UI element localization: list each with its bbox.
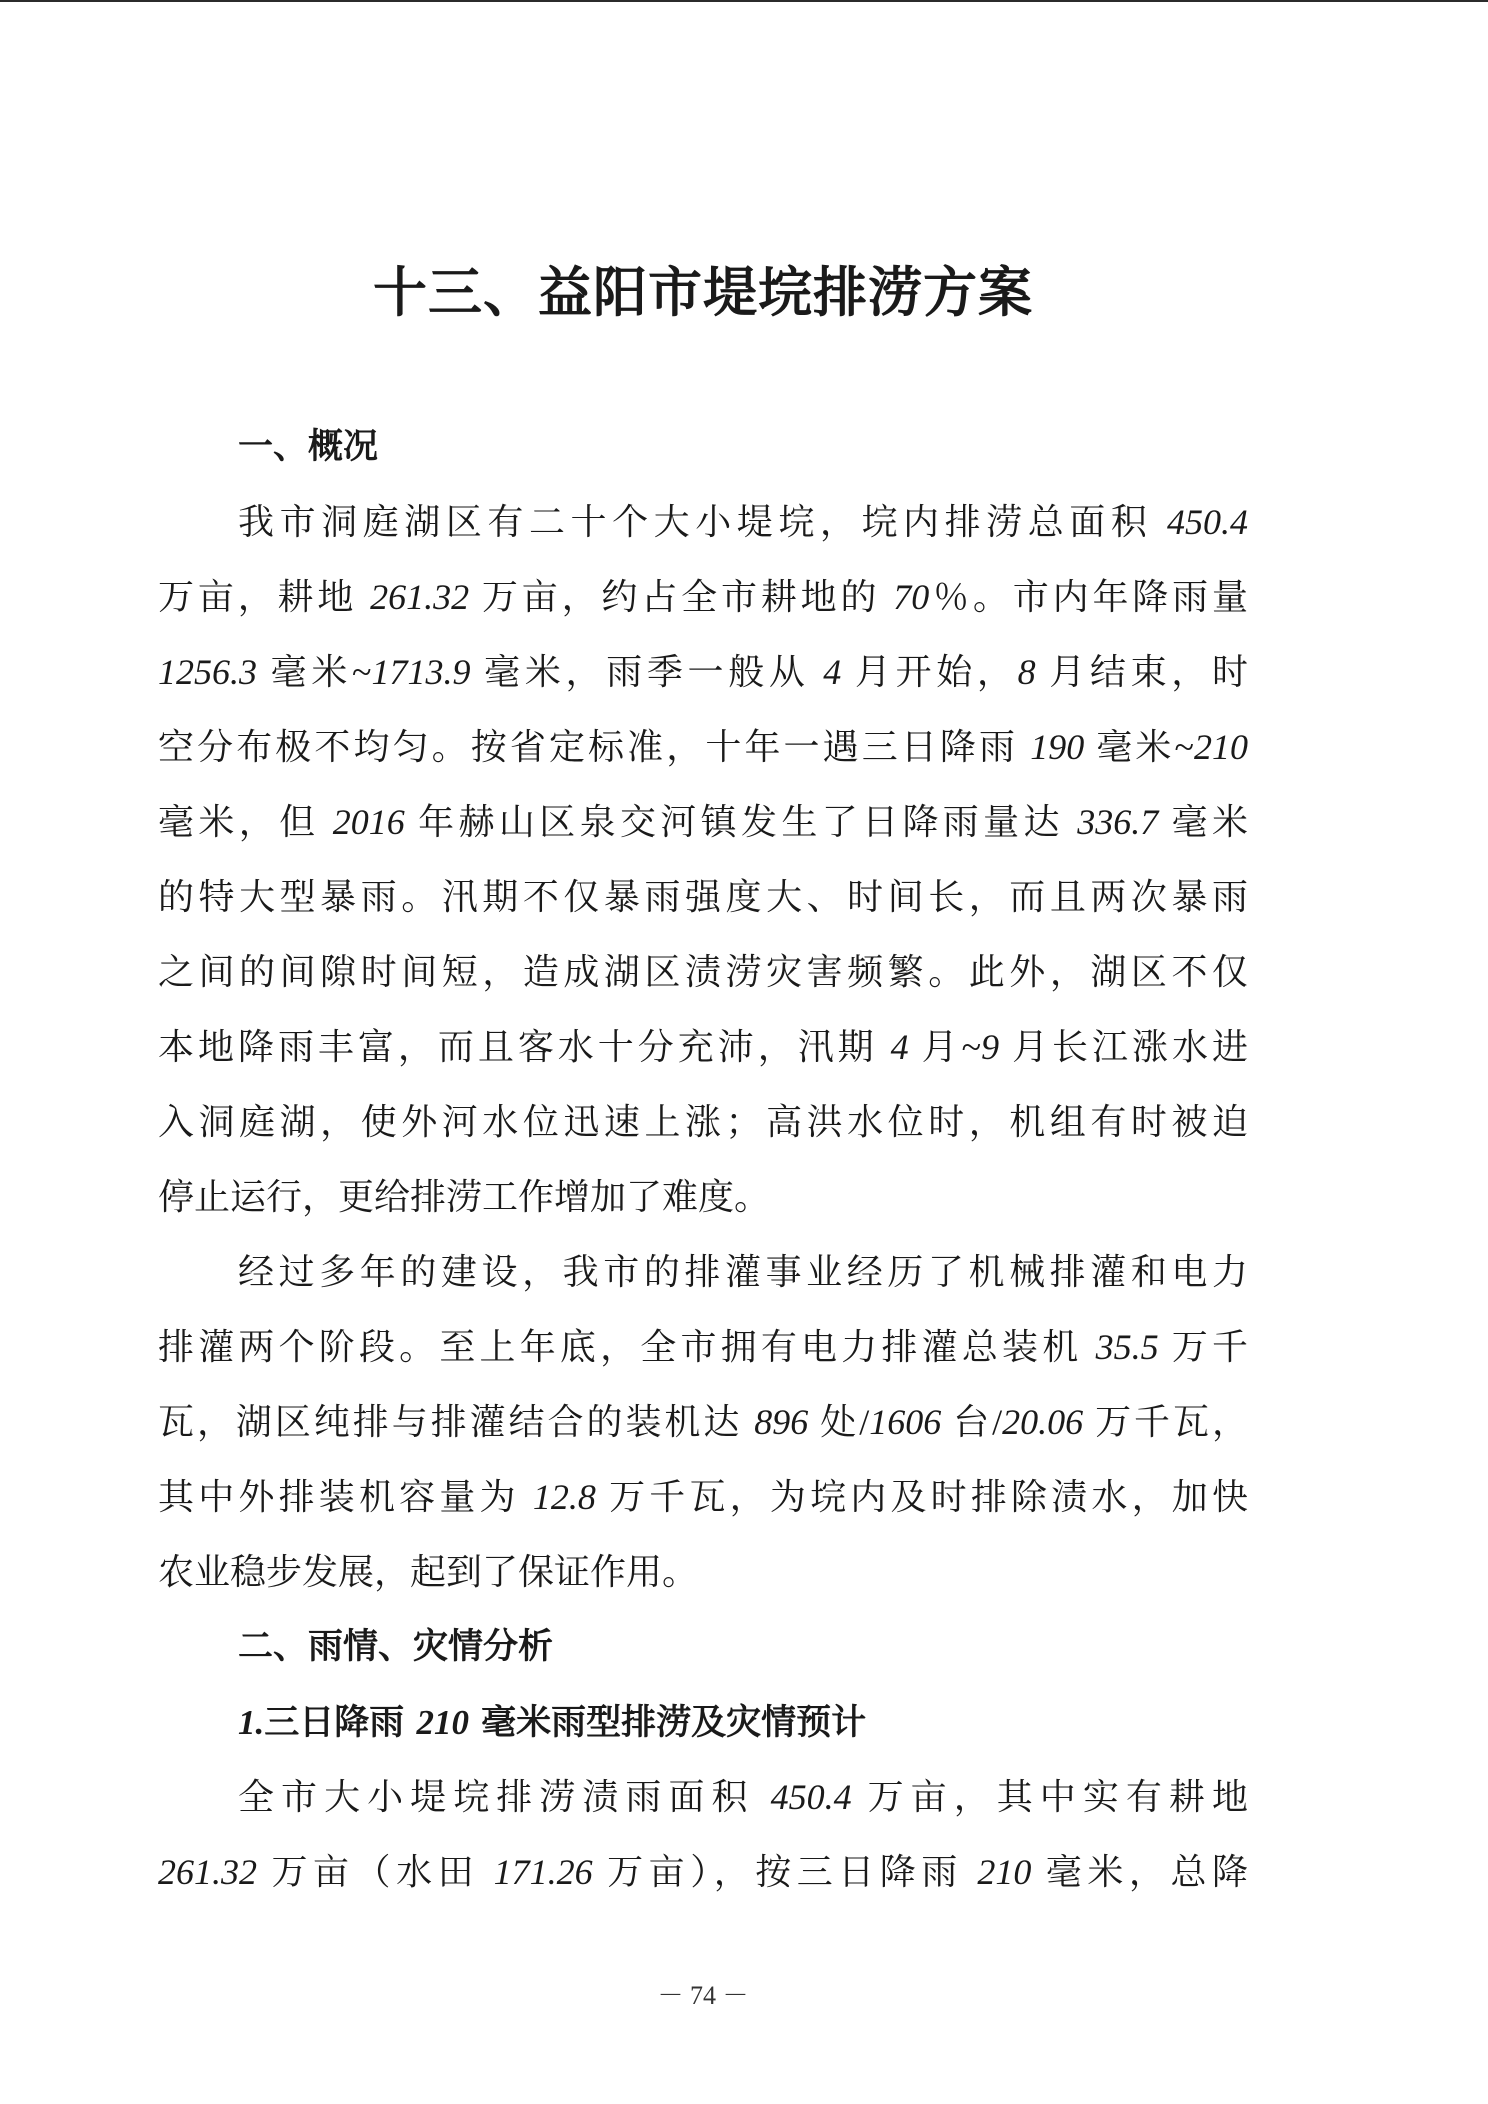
numeral: 2016 — [332, 802, 405, 842]
text-line: 空分布极不均匀。按省定标准，十年一遇三日降雨 190 毫米~210 — [158, 727, 1248, 767]
text-line: 本地降雨丰富，而且客水十分充沛，汛期 4 月~9 月长江涨水进 — [158, 1027, 1248, 1067]
numeral: 20.06 — [1002, 1402, 1084, 1442]
numeral: 450.4 — [770, 1777, 852, 1817]
numeral: 171.26 — [493, 1852, 593, 1892]
text-line: 之间的间隙时间短，造成湖区渍涝灾害频繁。此外，湖区不仅 — [158, 952, 1248, 992]
numeral: 4 — [823, 652, 842, 692]
numeral: 1606 — [869, 1402, 942, 1442]
numeral: 8 — [1017, 652, 1036, 692]
numeral: 9 — [981, 1027, 1000, 1067]
numeral: 1256.3 — [158, 652, 257, 692]
text-line: 1256.3 毫米~1713.9 毫米，雨季一般从 4 月开始，8 月结束，时 — [158, 652, 1248, 692]
numeral: 1713.9 — [371, 652, 471, 692]
section-heading-rain-disaster-analysis: 二、雨情、灾情分析 — [238, 1627, 554, 1667]
text-line: 毫米，但 2016 年赫山区泉交河镇发生了日降雨量达 336.7 毫米 — [158, 802, 1248, 842]
section-heading-overview: 一、概况 — [238, 427, 379, 467]
numeral: 12.8 — [532, 1477, 596, 1517]
numeral: 210 — [977, 1852, 1032, 1892]
paragraph-overview-1 — [158, 485, 1248, 1235]
numeral: 4 — [890, 1027, 909, 1067]
text-line: 万亩，耕地 261.32 万亩，约占全市耕地的 70％。市内年降雨量 — [158, 577, 1248, 617]
subsection-heading: 1.三日降雨 210 毫米雨型排涝及灾情预计 — [238, 1702, 867, 1743]
document-body — [158, 410, 1248, 1910]
text-line: 农业稳步发展，起到了保证作用。 — [158, 1552, 699, 1592]
numeral: 190 — [1030, 727, 1085, 767]
text-line: 排灌两个阶段。至上年底，全市拥有电力排灌总装机 35.5 万千 — [158, 1327, 1248, 1367]
text-line: 其中外排装机容量为 12.8 万千瓦，为垸内及时排除渍水，加快 — [158, 1477, 1248, 1517]
page-number: － 74 － — [657, 1981, 749, 2010]
numeral: 336.7 — [1077, 802, 1159, 842]
text-line: 我市洞庭湖区有二十个大小堤垸，垸内排涝总面积 450.4 — [238, 502, 1248, 542]
text-line: 261.32 万亩（水田 171.26 万亩），按三日降雨 210 毫米，总降 — [158, 1852, 1248, 1892]
numeral: 1. — [238, 1703, 265, 1742]
numeral: 896 — [754, 1402, 809, 1442]
numeral: 261.32 — [158, 1852, 257, 1892]
numeral: 70 — [893, 577, 930, 617]
text-line: 停止运行，更给排涝工作增加了难度。 — [158, 1177, 771, 1217]
text-line: 经过多年的建设，我市的排灌事业经历了机械排灌和电力 — [238, 1252, 1248, 1292]
page-title: 十三、益阳市堤垸排涝方案 — [373, 260, 1033, 324]
page-top-edge — [0, 0, 1488, 2]
numeral: 261.32 — [370, 577, 470, 617]
text-line: 全市大小堤垸排涝渍雨面积 450.4 万亩，其中实有耕地 — [238, 1777, 1248, 1817]
numeral: 210 — [416, 1703, 469, 1742]
numeral: 450.4 — [1167, 502, 1248, 542]
numeral: 210 — [1193, 727, 1248, 767]
numeral: 35.5 — [1095, 1327, 1159, 1367]
paragraph-overview-2 — [158, 1235, 1248, 1610]
text-line: 入洞庭湖，使外河水位迅速上涨；高洪水位时，机组有时被迫 — [158, 1102, 1248, 1142]
text-line: 瓦，湖区纯排与排灌结合的装机达 896 处/1606 台/20.06 万千瓦， — [158, 1402, 1248, 1442]
text-line: 的特大型暴雨。汛期不仅暴雨强度大、时间长，而且两次暴雨 — [158, 877, 1248, 917]
paragraph-rainfall-estimate — [158, 1760, 1248, 1910]
